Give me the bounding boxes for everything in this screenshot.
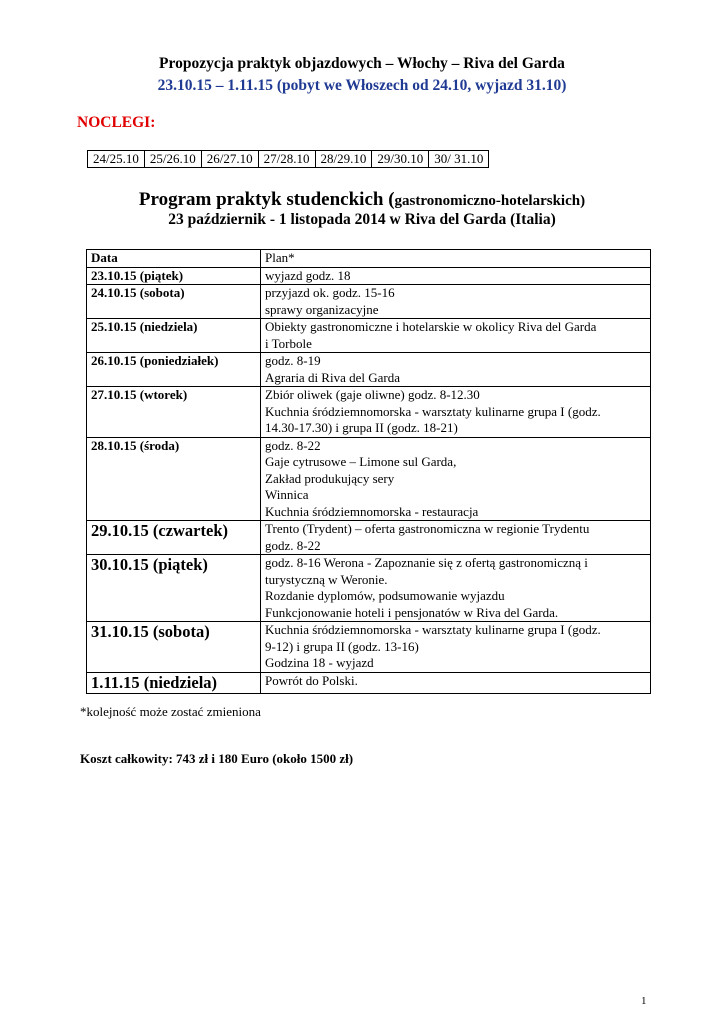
trip-dates: 23.10.15 – 1.11.15 (pobyt we Włoszech od 24.10, wyjazd 31.10) xyxy=(157,77,567,94)
night-cell: 25/26.10 xyxy=(144,151,201,168)
plan-line: Agraria di Riva del Garda xyxy=(265,369,401,385)
plan-line: przyjazd ok. godz. 15-16 xyxy=(265,285,395,300)
plan-date: 31.10.15 (sobota) xyxy=(87,622,261,673)
plan-date: 29.10.15 (czwartek) xyxy=(87,521,261,555)
night-cell: 28/29.10 xyxy=(315,151,372,168)
plan-line: Funkcjonowanie hoteli i pensjonatów w Riva del Garda. xyxy=(265,604,559,620)
program-title-main: Program praktyk studenckich ( xyxy=(138,189,395,210)
plan-line: Gaje cytrusowe – Limone sul Garda, xyxy=(265,454,457,469)
plan-date: 27.10.15 (wtorek) xyxy=(87,387,261,438)
plan-date: 28.10.15 (środa) xyxy=(87,437,261,521)
plan-line: godz. 8-22 xyxy=(265,537,321,553)
plan-row xyxy=(87,521,651,555)
plan-row xyxy=(87,555,651,622)
plan-activities xyxy=(261,437,651,521)
night-cell: 30/ 31.10 xyxy=(429,151,489,168)
plan-activities xyxy=(261,267,651,285)
night-cell: 26/27.10 xyxy=(201,151,258,168)
plan-row xyxy=(87,353,651,387)
plan-activities xyxy=(261,353,651,387)
plan-line: wyjazd godz. 18 xyxy=(265,267,351,283)
plan-line: Zbiór oliwek (gaje oliwne) godz. 8-12.30 xyxy=(265,387,480,402)
plan-line: Powrót do Polski. xyxy=(265,672,358,688)
document-title: Propozycja praktyk objazdowych – Włochy – Riva del Garda xyxy=(159,55,565,72)
plan-line: Rozdanie dyplomów, podsumowanie wyjazdu xyxy=(265,588,505,603)
program-title-small: gastronomiczno-hotelarskich) xyxy=(394,193,586,209)
plan-activities xyxy=(261,387,651,438)
plan-header-row xyxy=(87,250,651,268)
night-cell: 29/30.10 xyxy=(372,151,429,168)
plan-date: 23.10.15 (piątek) xyxy=(87,267,261,285)
plan-line: godz. 8-16 Werona - Zapoznanie się z ofertą gastronomiczną i xyxy=(265,555,588,570)
night-cell: 27/28.10 xyxy=(258,151,315,168)
column-header-plan: Plan* xyxy=(261,250,651,268)
plan-line: 14.30-17.30) i grupa II (godz. 18-21) xyxy=(265,420,458,435)
plan-row xyxy=(87,437,651,521)
program-subtitle: 23 październik - 1 listopada 2014 w Riva del Garda (Italia) xyxy=(168,211,556,228)
plan-line: Obiekty gastronomiczne i hotelarskie w okolicy Riva del Garda xyxy=(265,319,597,334)
program-title xyxy=(0,189,724,211)
plan-line: i Torbole xyxy=(265,335,312,351)
plan-line: sprawy organizacyjne xyxy=(265,301,379,317)
plan-line: godz. 8-19 xyxy=(265,353,321,368)
nights-row xyxy=(88,151,489,168)
plan-row xyxy=(87,319,651,353)
plan-row xyxy=(87,285,651,319)
night-cell: 24/25.10 xyxy=(88,151,145,168)
plan-row xyxy=(87,387,651,438)
plan-row xyxy=(87,672,651,693)
plan-date: 1.11.15 (niedziela) xyxy=(87,672,261,693)
plan-table xyxy=(86,249,651,694)
plan-line: Godzina 18 - wyjazd xyxy=(265,655,374,670)
plan-activities xyxy=(261,521,651,555)
plan-date: 26.10.15 (poniedziałek) xyxy=(87,353,261,387)
plan-line: Kuchnia śródziemnomorska - warsztaty kulinarne grupa I (godz. xyxy=(265,403,601,419)
plan-line: turystyczną w Weronie. xyxy=(265,571,388,587)
plan-line: Kuchnia śródziemnomorska - restauracja xyxy=(265,503,479,519)
plan-activities xyxy=(261,285,651,319)
plan-line: 9-12) i grupa II (godz. 13-16) xyxy=(265,638,419,654)
plan-activities xyxy=(261,555,651,622)
plan-date: 25.10.15 (niedziela) xyxy=(87,319,261,353)
plan-line: Trento (Trydent) – oferta gastronomiczna w regionie Trydentu xyxy=(265,521,590,536)
plan-line: Kuchnia śródziemnomorska - warsztaty kulinarne grupa I (godz. xyxy=(265,622,601,637)
plan-row xyxy=(87,267,651,285)
plan-activities xyxy=(261,319,651,353)
plan-date: 24.10.15 (sobota) xyxy=(87,285,261,319)
plan-row xyxy=(87,622,651,673)
plan-line: godz. 8-22 xyxy=(265,437,321,453)
footnote: *kolejność może zostać zmieniona xyxy=(80,704,261,719)
plan-activities xyxy=(261,622,651,673)
plan-date: 30.10.15 (piątek) xyxy=(87,555,261,622)
nights-table xyxy=(87,150,489,168)
noclegi-label: NOCLEGI: xyxy=(77,114,156,131)
plan-activities xyxy=(261,672,651,693)
page-number: 1 xyxy=(641,995,647,1007)
total-cost: Koszt całkowity: 743 zł i 180 Euro (około 1500 zł) xyxy=(80,751,354,766)
plan-line: Winnica xyxy=(265,487,309,502)
column-header-date: Data xyxy=(87,250,261,268)
plan-line: Zakład produkujący sery xyxy=(265,470,395,486)
